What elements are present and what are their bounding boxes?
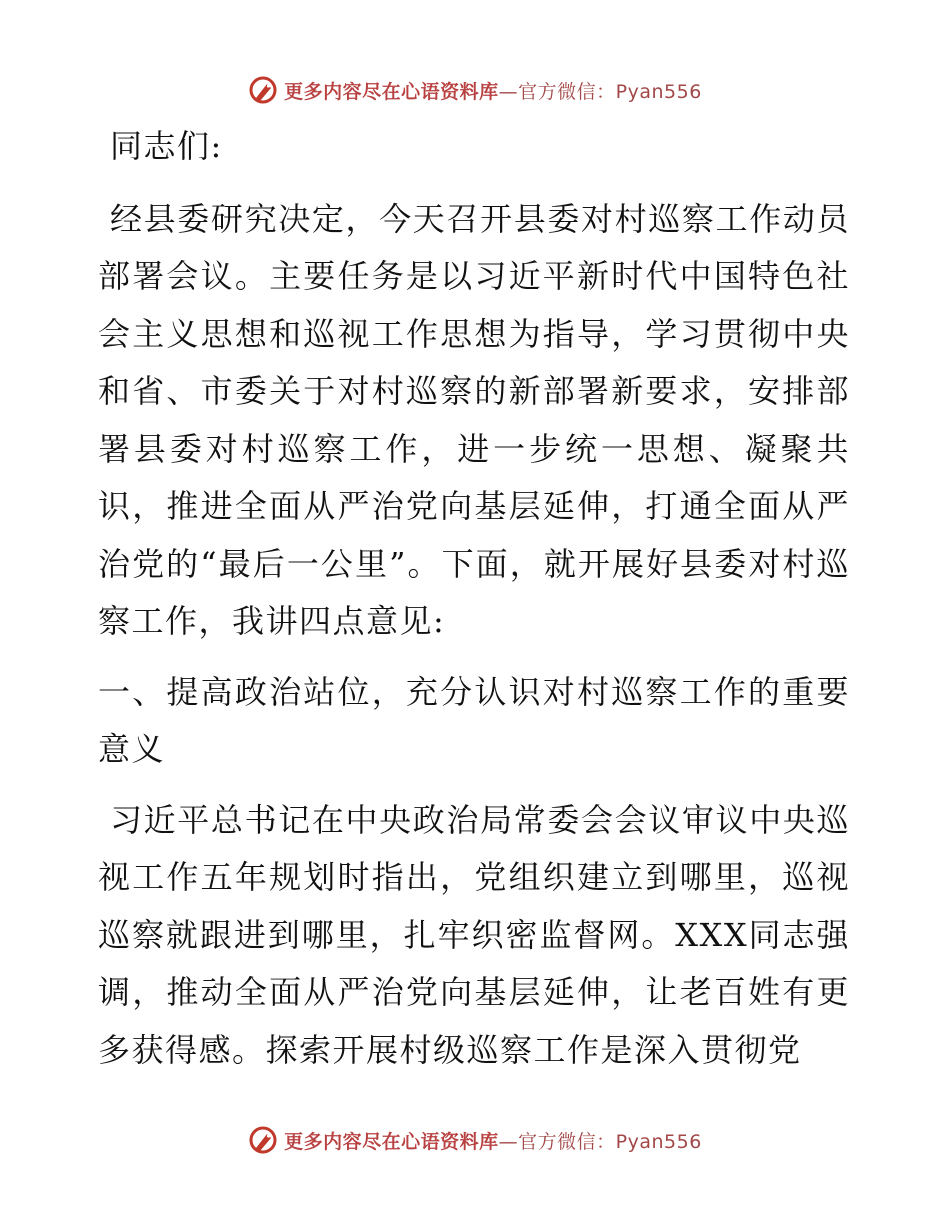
fountain-pen-circle-icon	[248, 1125, 278, 1155]
watermark-footer	[0, 1120, 950, 1160]
watermark-text	[284, 77, 702, 104]
greeting: 同志们:	[110, 127, 223, 165]
fountain-pen-circle-icon	[248, 75, 278, 105]
watermark-main-text: 更多内容尽在心语资料库	[284, 80, 499, 103]
watermark-contact-text: —官方微信：Pyan556	[498, 1130, 702, 1153]
section-heading-1: 一、提高政治站位，充分认识对村巡察工作的重要意义	[98, 672, 850, 768]
watermark-text	[284, 1127, 702, 1154]
paragraph-intro: 经县委研究决定，今天召开县委对村巡察工作动员部署会议。主要任务是以习近平新时代中国特色社会主义思想和巡视工作思想为指导，学习贯彻中央和省、市委关于对村巡察的新部署新要求，安排部署县委对村巡察工作，进一步统一思想、凝聚共识，推进全面从严治党向基层延伸，打通全面从严治党的“最后一公里”。下面，就开展好县委对村巡察工作，我讲四点意见:	[98, 199, 850, 640]
document-body	[98, 118, 850, 1092]
watermark-contact-text: —官方微信：Pyan556	[498, 80, 702, 103]
paragraph-section-1: 习近平总书记在中央政治局常委会会议审议中央巡视工作五年规划时指出，党组织建立到哪里，巡视巡察就跟进到哪里，扎牢织密监督网。XXX同志强调，推动全面从严治党向基层延伸，让老百姓有更多获得感。探索开展村级巡察工作是深入贯彻党	[98, 800, 850, 1069]
watermark-main-text: 更多内容尽在心语资料库	[284, 1130, 499, 1153]
watermark-header	[0, 70, 950, 110]
